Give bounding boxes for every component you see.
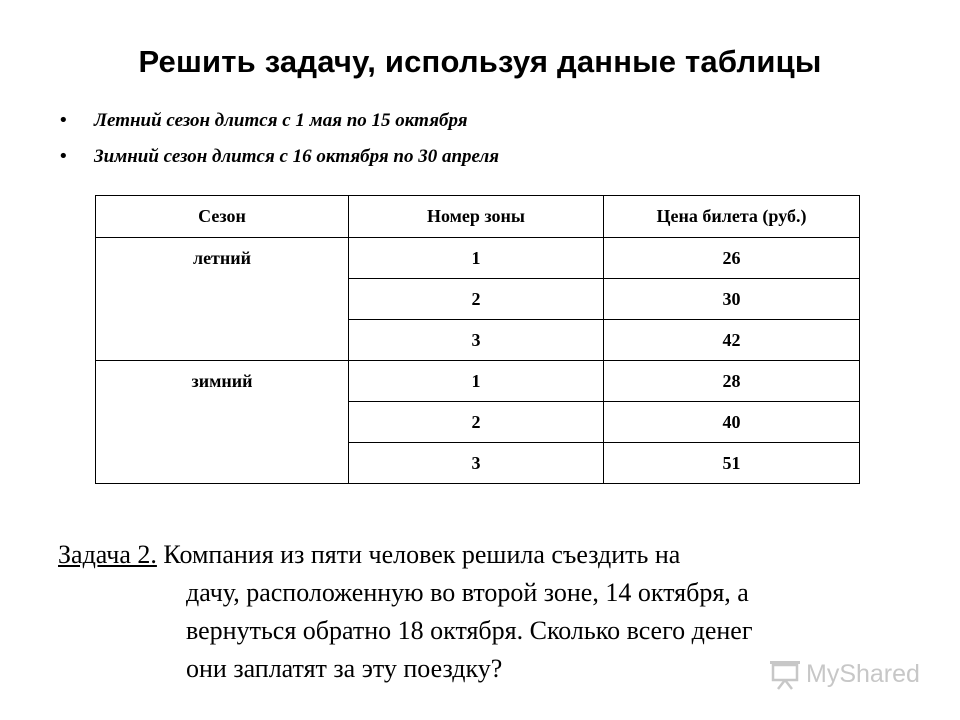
table-header-row [96,196,860,238]
task-label: Задача 2. [58,540,157,569]
table-row [96,361,860,402]
season-cell-summer: летний [96,238,349,361]
zone-cell: 1 [349,361,604,402]
price-cell: 40 [604,402,860,443]
zone-cell: 3 [349,443,604,484]
price-cell: 30 [604,279,860,320]
presentation-icon [768,658,802,690]
watermark-text: MyShared [806,659,920,688]
zone-cell: 3 [349,320,604,361]
zone-cell: 2 [349,279,604,320]
bullet-dot-icon: • [58,146,69,167]
header-zone: Номер зоны [349,196,604,238]
bullet-list [58,110,499,182]
watermark [768,657,920,691]
task-line: они заплатят за эту поездку? [186,654,503,683]
price-cell: 42 [604,320,860,361]
bullet-text: Зимний сезон длится с 16 октября по 30 апреля [94,146,500,167]
task-line: дачу, расположенную во второй зоне, 14 октября, а [186,578,749,607]
task-line: Компания из пяти человек решила съездить на [163,540,681,569]
page-title: Решить задачу, используя данные таблицы [138,44,822,79]
table-row [96,238,860,279]
price-table [95,195,860,484]
season-cell-winter: зимний [96,361,349,484]
zone-cell: 2 [349,402,604,443]
price-cell: 28 [604,361,860,402]
zone-cell: 1 [349,238,604,279]
bullet-item [58,110,499,146]
task-line: вернуться обратно 18 октября. Сколько всего денег [186,616,753,645]
bullet-dot-icon: • [58,110,69,131]
header-price: Цена билета (руб.) [604,196,860,238]
price-cell: 26 [604,238,860,279]
header-season: Сезон [96,196,349,238]
bullet-text: Летний сезон длится с 1 мая по 15 октября [94,110,468,131]
bullet-item [58,146,499,182]
price-cell: 51 [604,443,860,484]
